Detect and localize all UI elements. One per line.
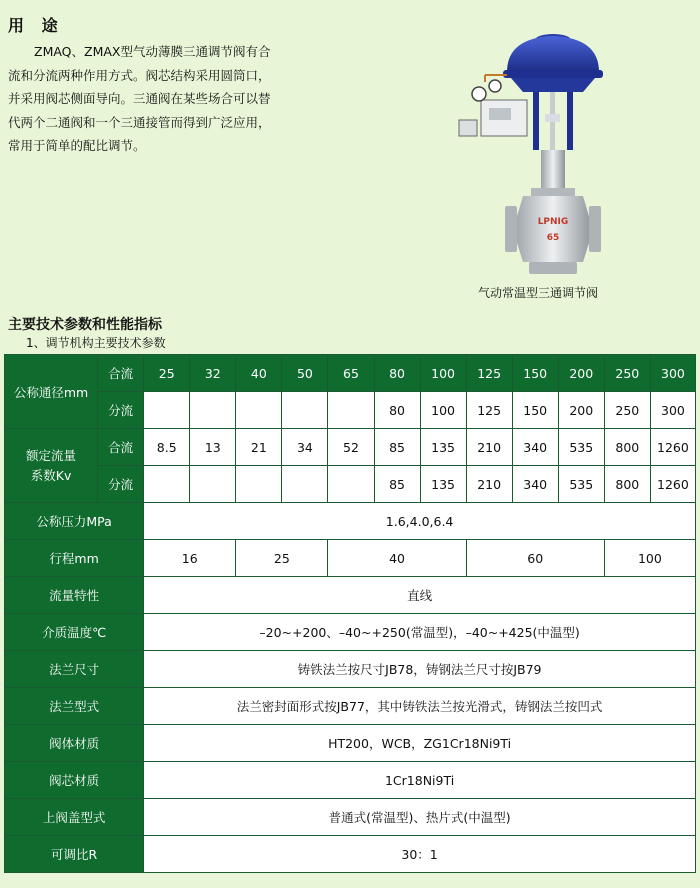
row-value: HT200，WCB，ZG1Cr18Ni9Ti <box>144 725 696 762</box>
dn-cell <box>236 392 282 429</box>
table-row <box>5 540 696 577</box>
table-row <box>5 688 696 725</box>
dn-cell <box>190 392 236 429</box>
filter-regulator <box>459 120 477 136</box>
travel-cell: 60 <box>466 540 604 577</box>
row-label: 法兰型式 <box>5 688 144 725</box>
dn-cell: 150 <box>512 392 558 429</box>
kv-cell: 135 <box>420 429 466 466</box>
travel-cell: 16 <box>144 540 236 577</box>
bonnet <box>541 150 565 190</box>
usage-line: 代两个二通阀和一个三通接管而得到广泛应用， <box>8 114 271 130</box>
dn-cell: 150 <box>512 355 558 392</box>
row-value: 1Cr18Ni9Ti <box>144 762 696 799</box>
positioner-window <box>489 108 511 120</box>
kv-cell <box>144 466 190 503</box>
kv-cell: 340 <box>512 429 558 466</box>
table-row <box>5 725 696 762</box>
table-row <box>5 429 696 466</box>
yoke-left <box>533 92 539 150</box>
kv-cell: 1260 <box>650 429 695 466</box>
row-label: 公称压力MPa <box>5 503 144 540</box>
kv-cell: 21 <box>236 429 282 466</box>
kv-cell <box>190 466 236 503</box>
kv-cell: 535 <box>558 466 604 503</box>
usage-title: 用 途 <box>8 16 64 35</box>
valve-body <box>513 196 593 262</box>
actuator-flange <box>503 70 603 78</box>
travel-cell: 100 <box>604 540 695 577</box>
kv-label-line: 额定流量 <box>26 447 77 463</box>
kv-cell <box>328 466 374 503</box>
row-value: 普通式(常温型)、热片式(中温型) <box>144 799 696 836</box>
stem-connector <box>545 114 560 122</box>
dn-cell <box>282 392 328 429</box>
kv-cell: 210 <box>466 429 512 466</box>
kv-cell: 8.5 <box>144 429 190 466</box>
kv-cell: 210 <box>466 466 512 503</box>
kv-cell: 800 <box>604 429 650 466</box>
kv-cell: 85 <box>374 466 420 503</box>
kv-cell: 52 <box>328 429 374 466</box>
actuator-bottom <box>511 78 595 92</box>
table-row <box>5 392 696 429</box>
dn-cell: 250 <box>604 355 650 392</box>
mode-label: 分流 <box>98 466 144 503</box>
flange-left <box>505 206 517 252</box>
flange-right <box>589 206 601 252</box>
actuator-dome <box>507 36 599 72</box>
row-value: 法兰密封面形式按JB77，其中铸铁法兰按光滑式，铸钢法兰按凹式 <box>144 688 696 725</box>
row-label: 行程mm <box>5 540 144 577</box>
dn-cell <box>144 392 190 429</box>
dn-cell: 250 <box>604 392 650 429</box>
table-row <box>5 836 696 873</box>
spec-table <box>4 354 696 873</box>
kv-cell: 535 <box>558 429 604 466</box>
yoke-right <box>567 92 573 150</box>
kv-cell: 85 <box>374 429 420 466</box>
row-label: 法兰尺寸 <box>5 651 144 688</box>
dn-cell: 125 <box>466 355 512 392</box>
mode-label: 分流 <box>98 392 144 429</box>
usage-line: 流和分流两种作用方式。阀芯结构采用圆筒口， <box>8 67 271 83</box>
row-label: 流量特性 <box>5 577 144 614</box>
bonnet-flange <box>531 188 575 196</box>
pressure-gauge-icon <box>472 87 486 101</box>
table-row <box>5 355 696 392</box>
dn-cell: 100 <box>420 355 466 392</box>
valve-photo <box>445 30 625 280</box>
row-value: 1.6,4.0,6.4 <box>144 503 696 540</box>
travel-cell: 40 <box>328 540 466 577</box>
kv-cell: 34 <box>282 429 328 466</box>
kv-cell: 135 <box>420 466 466 503</box>
table-row <box>5 799 696 836</box>
row-value: 直线 <box>144 577 696 614</box>
travel-cell: 25 <box>236 540 328 577</box>
table-row <box>5 577 696 614</box>
dn-cell: 125 <box>466 392 512 429</box>
dn-cell: 200 <box>558 355 604 392</box>
photo-caption: 气动常温型三通调节阀 <box>478 286 599 300</box>
dn-cell: 200 <box>558 392 604 429</box>
dn-cell <box>328 392 374 429</box>
row-label: 可调比R <box>5 836 144 873</box>
dn-cell: 32 <box>190 355 236 392</box>
table-row <box>5 466 696 503</box>
flange-bottom <box>529 262 577 274</box>
kv-cell: 800 <box>604 466 650 503</box>
pressure-gauge-icon <box>489 80 501 92</box>
kv-cell <box>236 466 282 503</box>
row-value: 30：1 <box>144 836 696 873</box>
valve-stem <box>550 92 555 154</box>
usage-line: ZMAQ、ZMAX型气动薄膜三通调节阀有合 <box>34 44 271 59</box>
usage-paragraph <box>8 40 283 158</box>
row-label: 上阀盖型式 <box>5 799 144 836</box>
row-label: 阀体材质 <box>5 725 144 762</box>
row-label: 阀芯材质 <box>5 762 144 799</box>
mode-label: 合流 <box>98 429 144 466</box>
plate-brand: LPNIG <box>537 217 569 227</box>
specs-title: 主要技术参数和性能指标 <box>8 317 162 333</box>
plate-size: 65 <box>546 233 560 243</box>
row-value: –20~+200、–40~+250(常温型)，–40~+425(中温型) <box>144 614 696 651</box>
dn-cell: 65 <box>328 355 374 392</box>
dn-cell: 300 <box>650 355 695 392</box>
dn-cell: 50 <box>282 355 328 392</box>
table-row <box>5 762 696 799</box>
dn-cell: 25 <box>144 355 190 392</box>
dn-cell: 40 <box>236 355 282 392</box>
dn-cell: 80 <box>374 392 420 429</box>
kv-label-line: 系数Kv <box>30 467 72 483</box>
usage-line: 常用于简单的配比调节。 <box>8 138 146 153</box>
specs-subtitle: 1、调节机构主要技术参数 <box>26 336 166 350</box>
kv-cell: 340 <box>512 466 558 503</box>
row-label: 公称通径mm <box>5 355 98 429</box>
dn-cell: 80 <box>374 355 420 392</box>
table-row <box>5 651 696 688</box>
row-label: 介质温度℃ <box>5 614 144 651</box>
mode-label: 合流 <box>98 355 144 392</box>
row-value: 铸铁法兰按尺寸JB78，铸钢法兰尺寸按JB79 <box>144 651 696 688</box>
row-label <box>5 429 98 503</box>
usage-line: 并采用阀芯侧面导向。三通阀在某些场合可以替 <box>8 91 271 106</box>
dn-cell: 100 <box>420 392 466 429</box>
dn-cell: 300 <box>650 392 695 429</box>
kv-cell <box>282 466 328 503</box>
kv-cell: 1260 <box>650 466 695 503</box>
kv-cell: 13 <box>190 429 236 466</box>
table-row <box>5 503 696 540</box>
table-row <box>5 614 696 651</box>
